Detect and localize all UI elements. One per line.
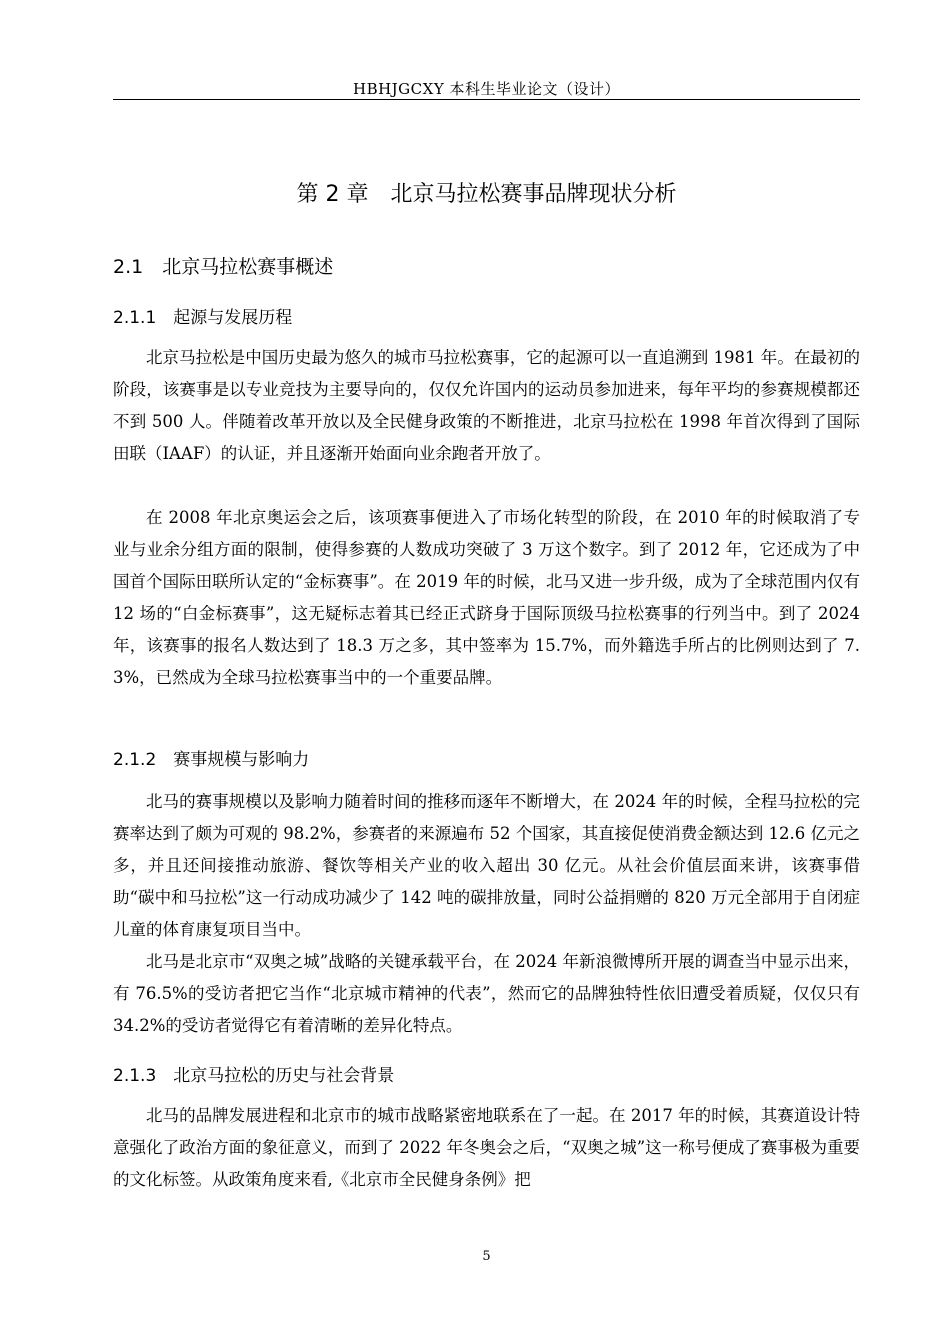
page-number: 5 [482,1249,491,1264]
running-header: HBHJGCXY 本科生毕业论文（设计） [352,80,620,98]
paragraph-origin: 北京马拉松是中国历史最为悠久的城市马拉松赛事，它的起源可以一直追溯到 1981 年。在最初的阶段，该赛事是以专业竞技为主要导向的，仅仅允许国内的运动员参加进来，每年平均的参赛规模都还不到 500 人。伴随着改革开放以及全民健身政策的不断推进，北京马拉松在 1998 年首次得到了国际田联（IAAF）的认证，并且逐渐开始面向业余跑者开放了。 [113,348,860,463]
chapter-title: 第 2 章 北京马拉松赛事品牌现状分析 [296,182,677,207]
paragraph-history-background: 北马的品牌发展进程和北京市的城市战略紧密地联系在了一起。在 2017 年的时候，其赛道设计特意强化了政治方面的象征意义，而到了 2022 年冬奥会之后，“双奥之城”这一称号便成了赛事极为重要的文化标签。从政策角度来看,《北京市全民健身条例》把 [113,1106,860,1189]
paragraph-development: 在 2008 年北京奥运会之后，该项赛事便进入了市场化转型的阶段，在 2010 年的时候取消了专业与业余分组方面的限制，使得参赛的人数成功突破了 3 万这个数字。到了 2012 年，它还成为了中国首个国际田联所认定的“金标赛事”。在 2019 年的时候，北马又进一步升级，成为了全球范围内仅有 12 场的“白金标赛事”，这无疑标志着其已经正式跻身于国际顶级马拉松赛事的行列当中。到了 2024 年，该赛事的报名人数达到了 18.3 万之多，其中签率为 15.7%，而外籍选手所占的比例则达到了 7.3%，已然成为全球马拉松赛事当中的一个重要品牌。 [113,508,860,687]
subsection-heading-2-1-2: 2.1.2 赛事规模与影响力 [113,750,310,770]
subsection-heading-2-1-1: 2.1.1 起源与发展历程 [113,308,293,328]
paragraph-scale: 北马的赛事规模以及影响力随着时间的推移而逐年不断增大，在 2024 年的时候，全程马拉松的完赛率达到了颇为可观的 98.2%，参赛者的来源遍布 52 个国家，其直接促使消费金额达到 12.6 亿元之多，并且还间接推动旅游、餐饮等相关产业的收入超出 30 亿元。从社会价值层面来讲，该赛事借助“碳中和马拉松”这一行动成功减少了 142 吨的碳排放量，同时公益捐赠的 820 万元全部用于自闭症儿童的体育康复项目当中。 [113,792,860,939]
section-heading-2-1: 2.1 北京马拉松赛事概述 [113,256,334,278]
subsection-heading-2-1-3: 2.1.3 北京马拉松的历史与社会背景 [113,1066,395,1086]
header-divider [113,99,860,100]
paragraph-influence: 北马是北京市“双奥之城”战略的关键承载平台，在 2024 年新浪微博所开展的调查当中显示出来，有 76.5%的受访者把它当作“北京城市精神的代表”，然而它的品牌独特性依旧遭受着质疑，仅仅只有 34.2%的受访者觉得它有着清晰的差异化特点。 [113,952,860,1035]
